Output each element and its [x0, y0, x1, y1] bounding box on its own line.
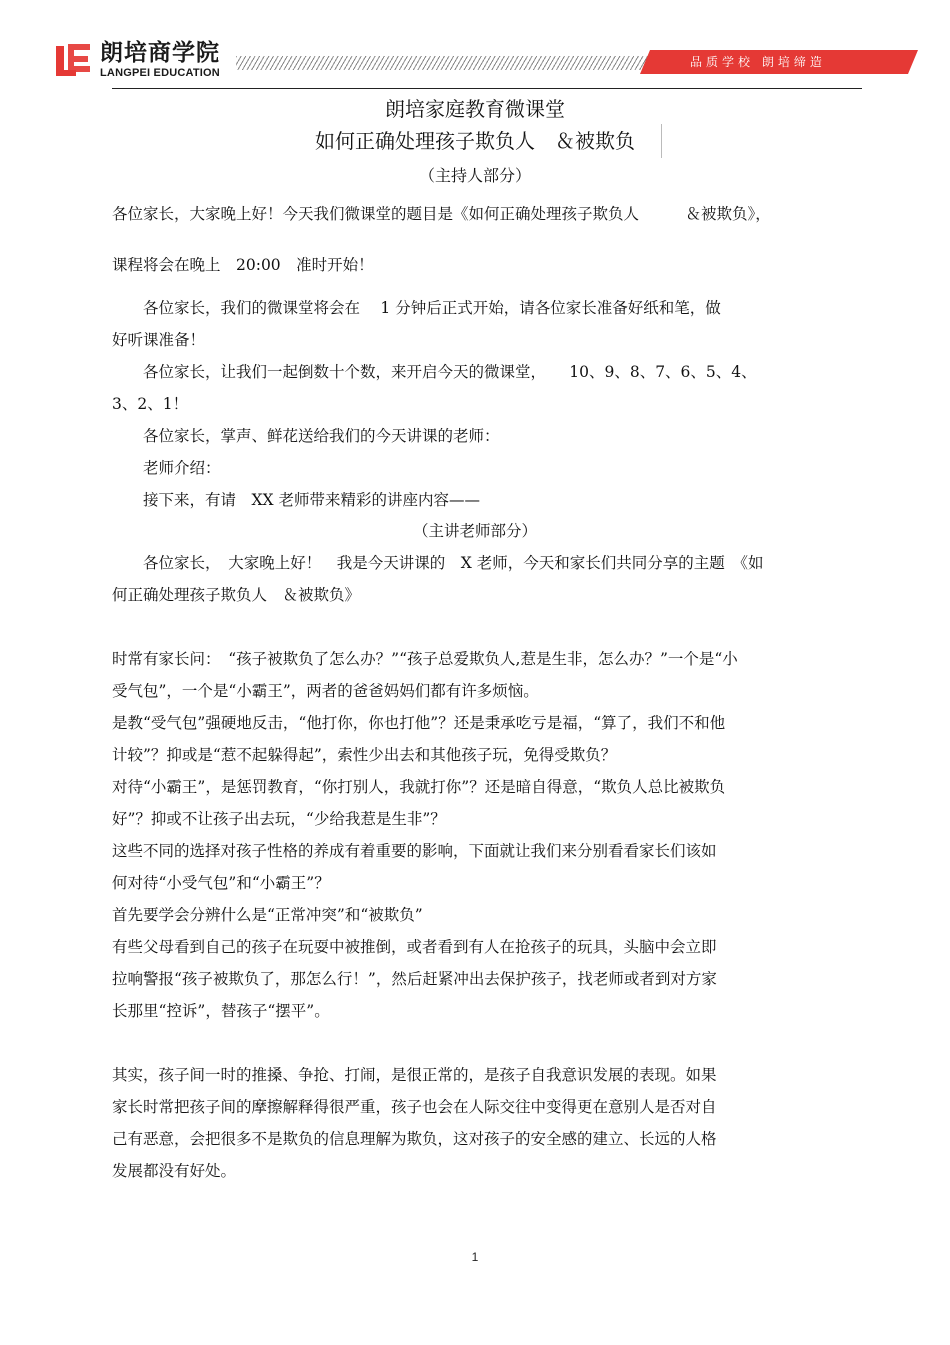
host-paragraph-5: 各位家长，掌声、鲜花送给我们的今天讲课的老师： [112, 427, 500, 445]
host-paragraph-3a: 各位家长，我们的微课堂将会在 1 分钟后正式开始，请各位家长准备好纸和笔，做 [112, 299, 721, 317]
slogan-text: 品质学校 朗培缔造 [690, 55, 826, 69]
page-number: 1 [471, 1250, 479, 1264]
content-line-5: 对待“小霸王”，是惩罚教育，“你打别人，我就打你”？还是暗自得意，“欺负人总比被欺负 [112, 778, 726, 796]
langpei-logo-icon [52, 40, 94, 80]
lecturer-section-label: （主讲老师部分） [412, 522, 537, 540]
content-line-3: 是教“受气包”强硬地反击，“他打你，你也打他”？还是秉承吃亏是福，“算了，我们不和他 [112, 714, 726, 732]
logo-chinese-name: 朗培商学院 [100, 40, 220, 66]
host-paragraph-7: 接下来，有请 XX 老师带来精彩的讲座内容—— [112, 491, 480, 509]
content-line-6: 好”？抑或不让孩子出去玩，“少给我惹是生非”？ [112, 810, 446, 828]
content-line-2: 受气包”，一个是“小霸王”，两者的爸爸妈妈们都有许多烦恼。 [112, 682, 539, 700]
content-line-16: 发展都没有好处。 [112, 1162, 237, 1180]
host-paragraph-6: 老师介绍： [112, 459, 221, 477]
logo-english-name: LANGPEI EDUCATION [100, 67, 220, 79]
page-header [0, 0, 950, 100]
host-paragraph-2: 课程将会在晚上 20:00 准时开始！ [112, 256, 374, 274]
lecturer-paragraph-1a: 各位家长， 大家晚上好！ 我是今天讲课的 X 老师，今天和家长们共同分享的主题 《如 [112, 554, 764, 572]
document-subtitle: 如何正确处理孩子欺负人 ＆被欺负 [315, 129, 635, 153]
header-hatch-decoration [236, 56, 650, 70]
content-line-9: 首先要学会分辨什么是“正常冲突”和“被欺负” [112, 906, 423, 924]
content-line-7: 这些不同的选择对孩子性格的养成有着重要的影响，下面就让我们来分别看看家长们该如 [112, 842, 717, 860]
content-line-12: 长那里“控诉”，替孩子“摆平”。 [112, 1002, 330, 1020]
host-paragraph-1: 各位家长，大家晚上好！今天我们微课堂的题目是《如何正确处理孩子欺负人 ＆被欺负》， [112, 205, 771, 223]
main-content [112, 643, 872, 1187]
host-paragraph-4b: 3、2、1！ [112, 395, 189, 413]
content-line-11: 拉响警报“孩子被欺负了，那怎么行！”，然后赶紧冲出去保护孩子，找老师或者到对方家 [112, 970, 717, 988]
header-divider [112, 88, 862, 89]
content-line-10: 有些父母看到自己的孩子在玩耍中被推倒，或者看到有人在抢孩子的玩具，头脑中会立即 [112, 938, 717, 956]
content-line-13: 其实，孩子间一时的推搡、争抢、打闹，是很正常的，是孩子自我意识发展的表现。如果 [112, 1066, 717, 1084]
document-title: 朗培家庭教育微课堂 [385, 97, 565, 121]
content-line-4: 计较”？抑或是“惹不起躲得起”，索性少出去和其他孩子玩，免得受欺负？ [112, 746, 617, 764]
content-line-15: 己有恶意，会把很多不是欺负的信息理解为欺负，这对孩子的安全感的建立、长远的人格 [112, 1130, 717, 1148]
lecturer-intro [112, 547, 872, 611]
content-line-14: 家长时常把孩子间的摩擦解释得很严重，孩子也会在人际交往中变得更在意别人是否对自 [112, 1098, 717, 1116]
host-section-label: （主持人部分） [418, 166, 531, 185]
title-edge-mark [661, 124, 662, 158]
host-paragraph-4a: 各位家长，让我们一起倒数十个数，来开启今天的微课堂， 10、9、8、7、6、5、4、 [112, 363, 757, 381]
content-line-8: 何对待“小受气包”和“小霸王”？ [112, 874, 330, 892]
host-paragraph-3b: 好听课准备！ [112, 331, 206, 349]
lecturer-paragraph-1b: 何正确处理孩子欺负人 ＆被欺负》 [112, 586, 361, 604]
host-section [112, 198, 872, 516]
content-line-1: 时常有家长问： “孩子被欺负了怎么办？”“孩子总爱欺负人,惹是生非，怎么办？”一个是“小 [112, 650, 738, 668]
